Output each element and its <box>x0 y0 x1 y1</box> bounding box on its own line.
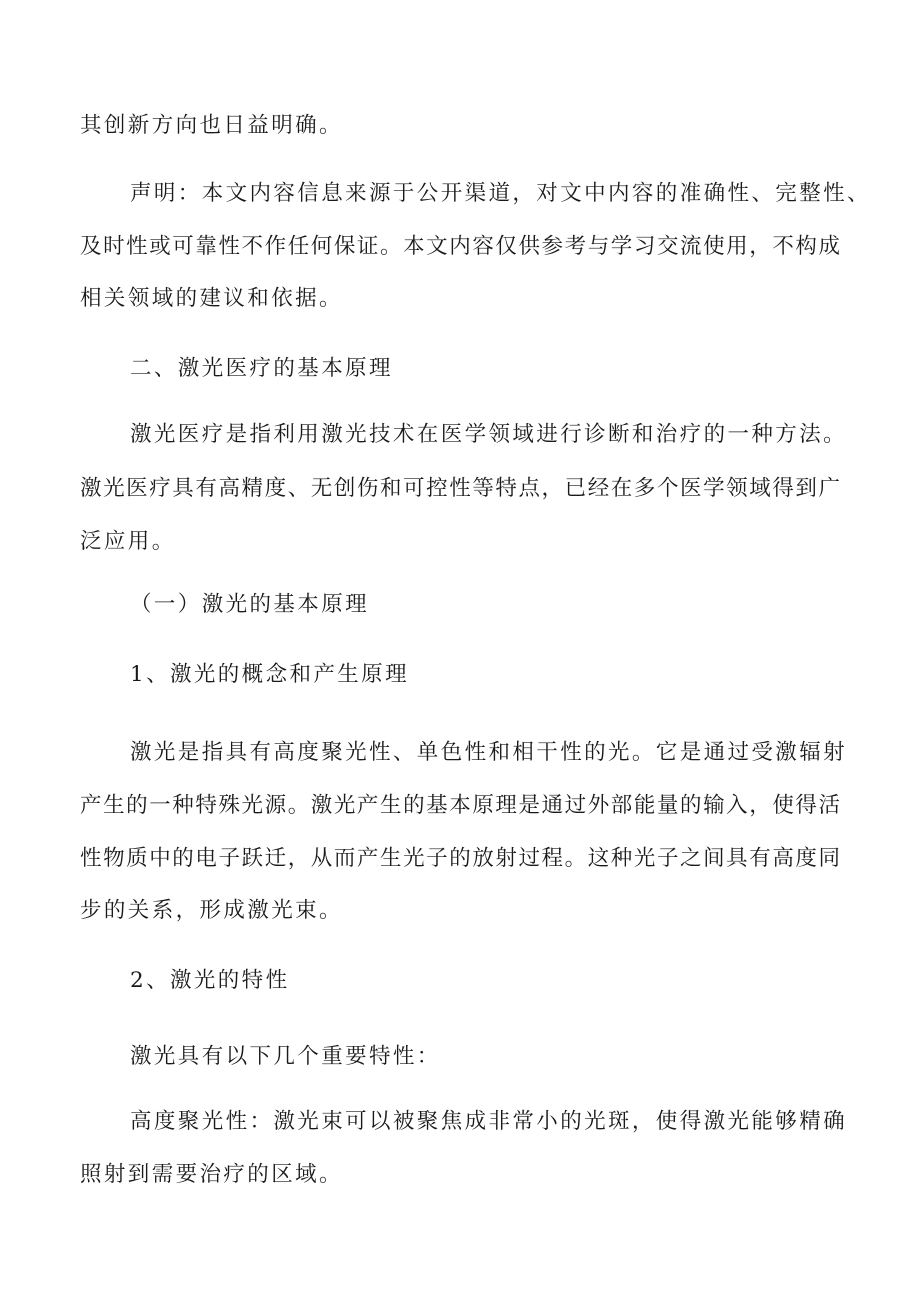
paragraph-line: 激光医疗具有高精度、无创伤和可控性等特点，已经在多个医学领域得到广 <box>80 476 840 501</box>
paragraph-line: 泛应用。 <box>80 529 176 554</box>
disclaimer-line: 相关领域的建议和依据。 <box>80 286 343 311</box>
paragraph-line: 性物质中的电子跃迁，从而产生光子的放射过程。这种光子之间具有高度同 <box>80 846 840 871</box>
subsection-heading: （一）激光的基本原理 <box>130 592 370 617</box>
subsection-heading: 2、激光的特性 <box>130 968 290 993</box>
disclaimer-line: 及时性或可靠性不作任何保证。本文内容仅供参考与学习交流使用，不构成 <box>80 234 840 259</box>
paragraph-line: 激光具有以下几个重要特性： <box>130 1044 441 1069</box>
paragraph-line: 激光是指具有高度聚光性、单色性和相干性的光。它是通过受激辐射 <box>130 740 848 765</box>
paragraph-line: 产生的一种特殊光源。激光产生的基本原理是通过外部能量的输入，使得活 <box>80 793 840 818</box>
section-heading: 二、激光医疗的基本原理 <box>130 356 393 381</box>
subsection-heading: 1、激光的概念和产生原理 <box>130 662 409 687</box>
paragraph-line: 激光医疗是指利用激光技术在医学领域进行诊断和治疗的一种方法。 <box>130 422 848 447</box>
paragraph-line: 步的关系，形成激光束。 <box>80 898 343 923</box>
paragraph-line: 高度聚光性：激光束可以被聚焦成非常小的光斑，使得激光能够精确 <box>130 1109 848 1134</box>
paragraph-line: 其创新方向也日益明确。 <box>80 113 343 138</box>
paragraph-line: 照射到需要治疗的区域。 <box>80 1162 343 1187</box>
disclaimer-line: 声明：本文内容信息来源于公开渠道，对文中内容的准确性、完整性、 <box>130 181 871 206</box>
